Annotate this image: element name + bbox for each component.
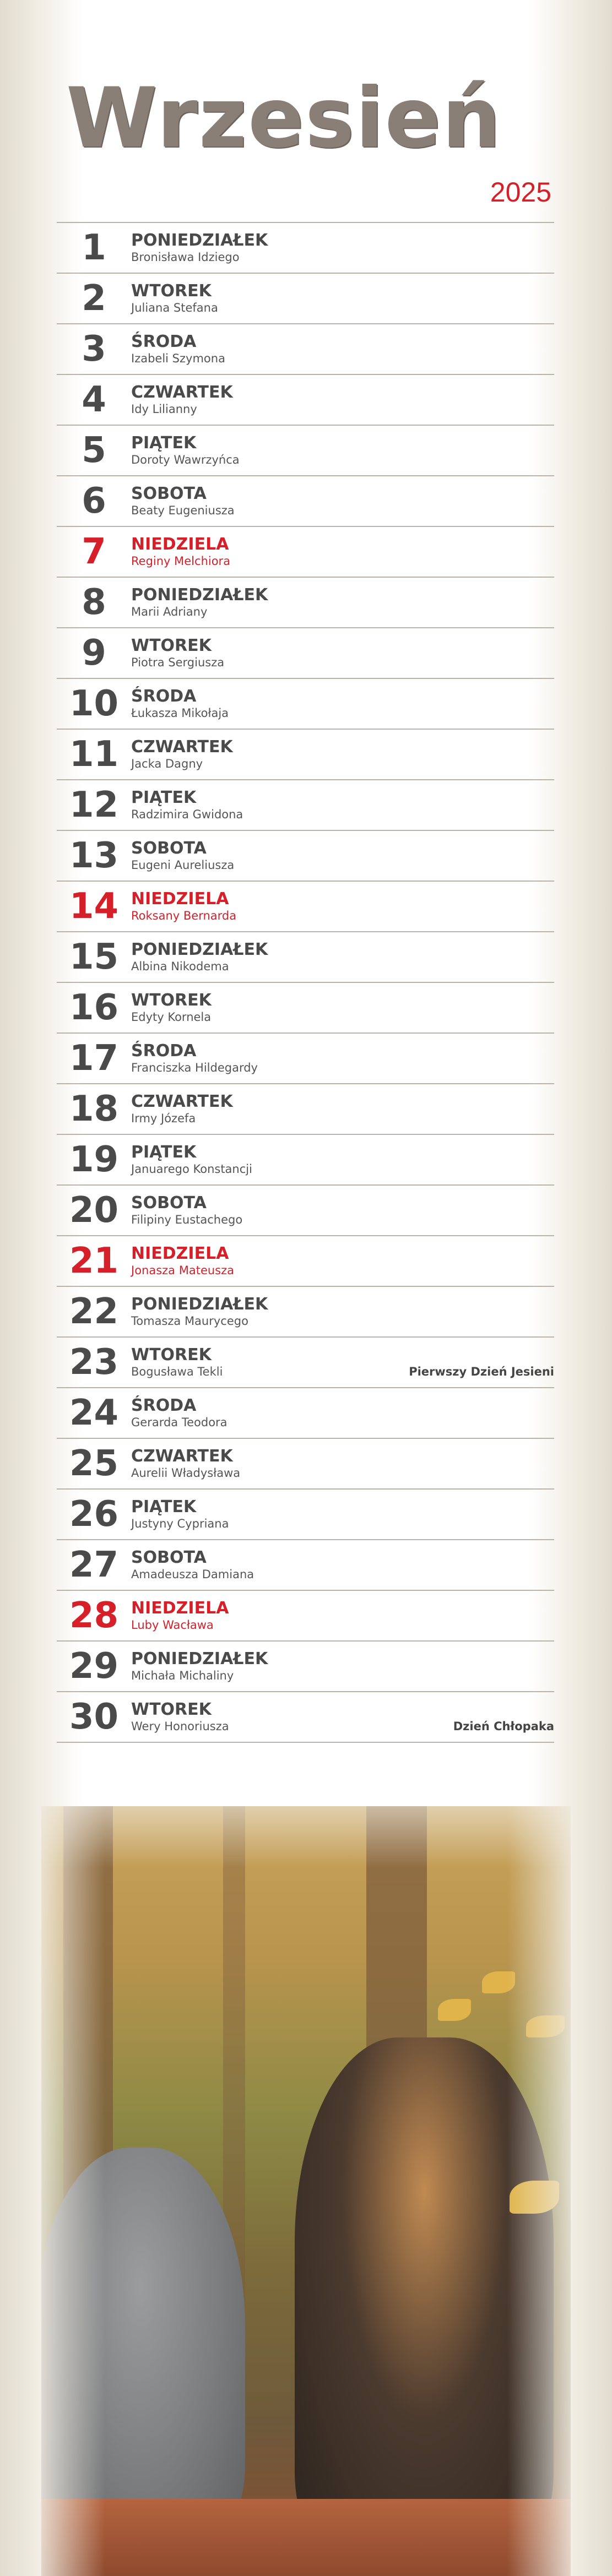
name-day-list: Franciszka Hildegardy — [131, 1061, 258, 1075]
day-number: 22 — [69, 1291, 119, 1332]
day-text — [131, 1447, 240, 1481]
day-row — [57, 223, 554, 274]
weekday-name: CZWARTEK — [131, 382, 233, 402]
name-day-list: Justyny Cypriana — [131, 1517, 229, 1531]
day-text — [131, 1700, 229, 1734]
day-number: 3 — [82, 329, 106, 369]
weekday-name: PIĄTEK — [131, 1142, 197, 1162]
day-row — [57, 882, 554, 932]
day-text — [131, 333, 225, 366]
name-day-list: Albina Nikodema — [131, 960, 229, 974]
day-text — [131, 1548, 254, 1582]
day-number: 11 — [69, 734, 119, 775]
weekday-name: WTOREK — [131, 635, 212, 655]
weekday-name: SOBOTA — [131, 483, 207, 503]
day-text — [131, 1599, 229, 1633]
day-number: 5 — [82, 430, 106, 471]
weekday-name: NIEDZIELA — [131, 1243, 229, 1263]
day-row — [57, 1186, 554, 1236]
weekday-name: NIEDZIELA — [131, 889, 229, 909]
day-row — [57, 1591, 554, 1642]
weekday-name: CZWARTEK — [131, 1446, 233, 1466]
day-row — [57, 527, 554, 578]
name-day-list: Jacka Dagny — [131, 757, 203, 771]
day-text — [131, 789, 243, 822]
day-number: 9 — [82, 633, 106, 673]
day-row — [57, 932, 554, 983]
calendar-header — [0, 0, 612, 220]
day-row — [57, 274, 554, 324]
weekday-name: SOBOTA — [131, 1547, 207, 1567]
holiday-label: Pierwszy Dzień Jesieni — [409, 1365, 554, 1378]
name-day-list: Izabeli Szymona — [131, 352, 225, 366]
name-day-list: Aurelii Władysława — [131, 1466, 241, 1480]
name-day-list: Piotra Sergiusza — [131, 656, 225, 670]
weekday-name: WTOREK — [131, 1699, 212, 1719]
day-number: 2 — [82, 278, 106, 319]
name-day-list: Marii Adriany — [131, 605, 208, 619]
weekday-name: NIEDZIELA — [131, 534, 229, 554]
day-text — [131, 941, 268, 974]
day-text — [131, 231, 268, 265]
day-text — [131, 890, 236, 923]
name-day-list: Idy Lilianny — [131, 403, 197, 416]
cat-and-dog-photo — [41, 1806, 571, 2576]
name-day-list: Edyty Kornela — [131, 1010, 212, 1024]
name-day-list: Doroty Wawrzyńca — [131, 453, 240, 467]
weekday-name: ŚRODA — [131, 331, 197, 351]
day-text — [131, 1498, 229, 1531]
day-number: 18 — [69, 1089, 119, 1129]
name-day-list: Filipiny Eustachego — [131, 1213, 243, 1227]
name-day-list: Luby Wacława — [131, 1618, 214, 1632]
day-text — [131, 839, 234, 873]
day-text — [131, 1093, 233, 1126]
name-day-list: Irmy Józefa — [131, 1112, 196, 1126]
month-title: Wrzesień — [66, 70, 502, 166]
day-text — [131, 1295, 268, 1329]
day-list — [57, 222, 554, 1743]
weekday-name: PIĄTEK — [131, 787, 197, 807]
day-row — [57, 1287, 554, 1338]
day-text — [131, 687, 229, 721]
day-text — [131, 1396, 228, 1430]
day-number: 24 — [69, 1393, 119, 1433]
day-text — [131, 1194, 242, 1227]
weekday-name: SOBOTA — [131, 838, 207, 858]
name-day-list: Jonasza Mateusza — [131, 1264, 235, 1278]
weekday-name: ŚRODA — [131, 1395, 197, 1415]
day-row — [57, 1084, 554, 1135]
day-number: 19 — [69, 1139, 119, 1180]
day-number: 1 — [82, 227, 106, 268]
day-number: 28 — [69, 1595, 119, 1636]
day-number: 17 — [69, 1038, 119, 1079]
name-day-list: Bronisława Idziego — [131, 251, 240, 264]
weekday-name: PONIEDZIAŁEK — [131, 939, 268, 959]
day-row — [57, 1642, 554, 1692]
day-number: 29 — [69, 1646, 119, 1687]
day-text — [131, 1346, 223, 1379]
day-row — [57, 1338, 554, 1388]
weekday-name: WTOREK — [131, 1345, 212, 1365]
weekday-name: CZWARTEK — [131, 737, 233, 757]
day-text — [131, 535, 230, 569]
day-text — [131, 383, 233, 417]
day-number: 27 — [69, 1545, 119, 1585]
day-row — [57, 983, 554, 1034]
day-number: 10 — [69, 683, 119, 724]
day-row — [57, 1388, 554, 1439]
weekday-name: NIEDZIELA — [131, 1598, 229, 1618]
weekday-name: WTOREK — [131, 281, 212, 301]
name-day-list: Juliana Stefana — [131, 301, 218, 315]
name-day-list: Gerarda Teodora — [131, 1416, 228, 1430]
day-text — [131, 637, 224, 670]
day-text — [131, 1650, 268, 1683]
name-day-list: Łukasza Mikołaja — [131, 707, 229, 720]
day-number: 21 — [69, 1241, 119, 1281]
name-day-list: Tomasza Maurycego — [131, 1314, 248, 1328]
weekday-name: PIĄTEK — [131, 1497, 197, 1517]
day-row — [57, 1439, 554, 1490]
day-row — [57, 730, 554, 780]
weekday-name: SOBOTA — [131, 1193, 207, 1213]
weekday-name: PONIEDZIAŁEK — [131, 230, 268, 250]
name-day-list: Michała Michaliny — [131, 1669, 234, 1683]
year-label: 2025 — [490, 177, 551, 208]
name-day-list: Wery Honoriusza — [131, 1720, 229, 1733]
day-number: 14 — [69, 886, 119, 927]
day-number: 20 — [69, 1190, 119, 1231]
day-row — [57, 1692, 554, 1743]
day-text — [131, 282, 218, 316]
day-row — [57, 780, 554, 831]
day-row — [57, 679, 554, 730]
name-day-list: Reginy Melchiora — [131, 555, 231, 568]
weekday-name: CZWARTEK — [131, 1091, 233, 1111]
day-number: 12 — [69, 785, 119, 825]
day-text — [131, 485, 235, 518]
weekday-name: PONIEDZIAŁEK — [131, 1649, 268, 1669]
day-row — [57, 578, 554, 628]
weekday-name: PONIEDZIAŁEK — [131, 585, 268, 605]
day-number: 6 — [82, 481, 106, 521]
name-day-list: Eugeni Aureliusza — [131, 858, 235, 872]
day-number: 8 — [82, 582, 106, 623]
name-day-list: Radzimira Gwidona — [131, 808, 243, 822]
day-number: 4 — [82, 379, 106, 420]
weekday-name: PONIEDZIAŁEK — [131, 1294, 268, 1314]
day-row — [57, 476, 554, 527]
day-number: 15 — [69, 937, 119, 977]
day-row — [57, 324, 554, 375]
day-text — [131, 738, 233, 771]
day-row — [57, 628, 554, 679]
day-number: 16 — [69, 987, 119, 1028]
day-row — [57, 1135, 554, 1186]
day-text — [131, 1244, 234, 1278]
day-text — [131, 1042, 258, 1075]
day-row — [57, 375, 554, 426]
day-number: 13 — [69, 835, 119, 876]
weekday-name: WTOREK — [131, 990, 212, 1010]
name-day-list: Roksany Bernarda — [131, 909, 237, 923]
day-number: 23 — [69, 1342, 119, 1383]
day-row — [57, 831, 554, 882]
holiday-label: Dzień Chłopaka — [453, 1720, 554, 1733]
day-number: 26 — [69, 1494, 119, 1535]
day-text — [131, 991, 212, 1025]
day-text — [131, 586, 268, 619]
weekday-name: ŚRODA — [131, 1041, 197, 1061]
weekday-name: PIĄTEK — [131, 433, 197, 453]
day-row — [57, 1236, 554, 1287]
day-text — [131, 1143, 252, 1177]
day-number: 7 — [82, 531, 106, 572]
name-day-list: Beaty Eugeniusza — [131, 504, 235, 518]
weekday-name: ŚRODA — [131, 686, 197, 706]
day-number: 25 — [69, 1443, 119, 1484]
name-day-list: Januarego Konstancji — [131, 1162, 252, 1176]
day-row — [57, 1540, 554, 1591]
name-day-list: Amadeusza Damiana — [131, 1568, 254, 1582]
day-number: 30 — [69, 1697, 119, 1737]
name-day-list: Bogusława Tekli — [131, 1365, 223, 1379]
day-row — [57, 426, 554, 476]
day-text — [131, 434, 240, 468]
day-row — [57, 1034, 554, 1084]
day-row — [57, 1490, 554, 1540]
